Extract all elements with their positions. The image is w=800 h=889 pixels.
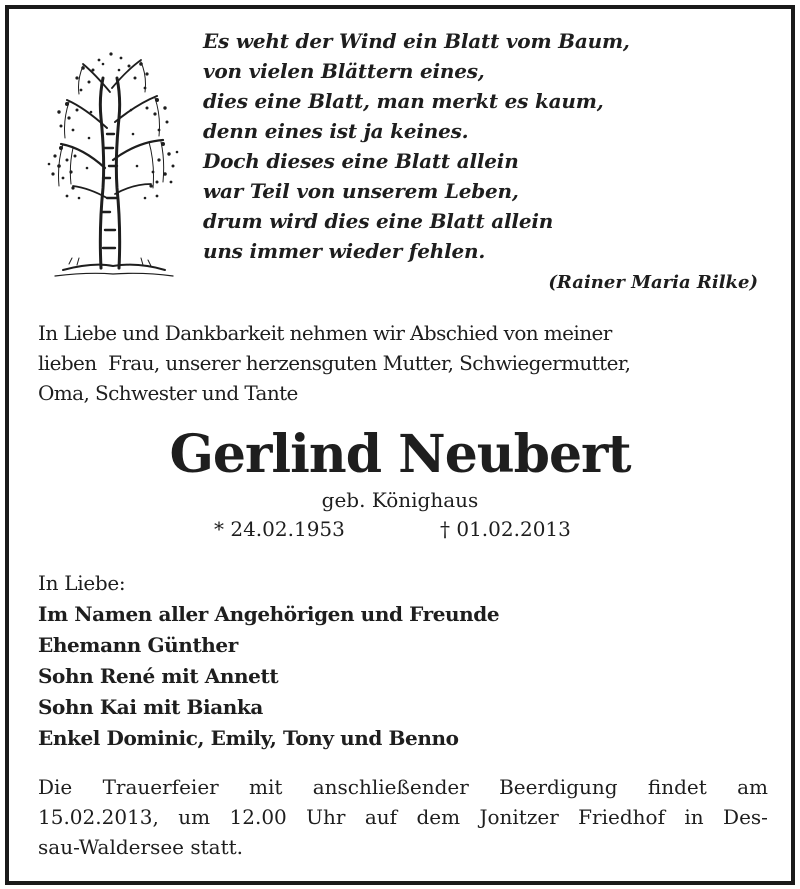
mourner-item: Ehemann Günther [38, 633, 238, 657]
farewell-line: In Liebe und Dankbarkeit nehmen wir Abschied von meiner [38, 321, 612, 345]
poem-line: drum wird dies eine Blatt allein [203, 209, 554, 233]
poem-line: Doch dieses eine Blatt allein [203, 149, 519, 173]
service-word: dem [416, 805, 461, 829]
service-word: am [737, 775, 768, 799]
mourner-item: Sohn Kai mit Bianka [38, 695, 263, 719]
mourners-list [38, 568, 768, 754]
service-word: Des- [723, 805, 768, 829]
mourner-item: Im Namen aller Angehörigen und Freunde [38, 602, 500, 626]
service-word: findet [647, 775, 707, 799]
farewell-line: Oma, Schwester und Tante [38, 381, 298, 405]
service-word: Friedhof [578, 805, 665, 829]
birth-name: geb. Könighaus [321, 488, 479, 512]
deceased-name: Gerlind Neubert [169, 424, 631, 485]
birth-date: * 24.02.1953 [214, 517, 345, 541]
birch-tree-illustration [33, 48, 193, 284]
poem-line: uns immer wieder fehlen. [203, 239, 486, 263]
funeral-service-notice [38, 772, 768, 862]
service-word: 15.02.2013, [38, 805, 159, 829]
service-word: anschließender [312, 775, 469, 799]
service-word: Die [38, 775, 73, 799]
farewell-text [38, 318, 768, 408]
poem-author: (Rainer Maria Rilke) [548, 272, 758, 293]
mourner-item: Enkel Dominic, Emily, Tony und Benno [38, 726, 459, 750]
service-word: in [684, 805, 704, 829]
service-word: 12.00 [229, 805, 287, 829]
poem-line: dies eine Blatt, man merkt es kaum, [203, 89, 604, 113]
poem [203, 26, 763, 266]
service-word: Beerdigung [499, 775, 618, 799]
poem-line: Es weht der Wind ein Blatt vom Baum, [203, 29, 630, 53]
service-line [38, 802, 768, 832]
mourners-heading: In Liebe: [38, 571, 126, 595]
service-word: Jonitzer [479, 805, 559, 829]
service-word: Trauerfeier [102, 775, 219, 799]
poem-line: von vielen Blättern eines, [203, 59, 485, 83]
service-word: mit [249, 775, 283, 799]
death-date: † 01.02.2013 [440, 517, 571, 541]
farewell-line: lieben Frau, unserer herzensguten Mutter, Schwiegermutter, [38, 351, 631, 375]
service-word: auf [364, 805, 398, 829]
service-line [38, 772, 768, 802]
poem-line: war Teil von unserem Leben, [203, 179, 519, 203]
service-line: sau-Waldersee statt. [38, 835, 244, 859]
mourner-item: Sohn René mit Annett [38, 664, 279, 688]
service-word: um [178, 805, 211, 829]
service-word: Uhr [306, 805, 346, 829]
poem-line: denn eines ist ja keines. [203, 119, 469, 143]
